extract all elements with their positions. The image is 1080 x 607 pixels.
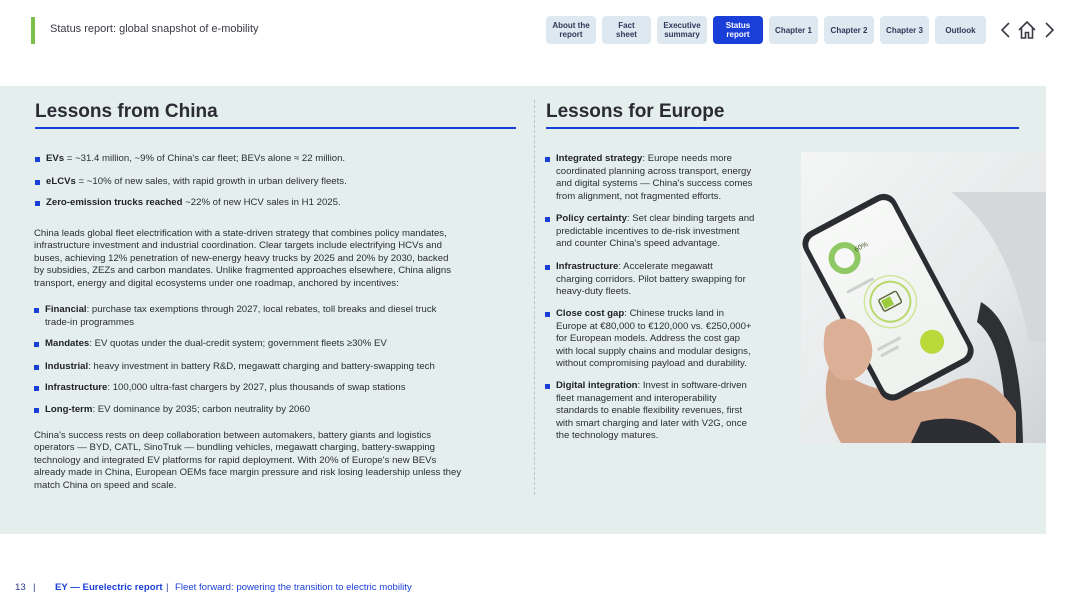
china-incentive-mandates: Mandates: EV quotas under the dual-credit system; government fleets ≥30% EV — [34, 338, 524, 351]
europe-item-digital-integration: Digital integration: Invest in software-driven fleet management and interoperability standards to enable flexibility revenues, first with smart charging and later with V2G, once the technology matures. — [545, 380, 790, 443]
china-stat-trucks: Zero-emission trucks reached ~22% of new HCV sales in H1 2025. — [35, 197, 515, 210]
europe-item-close-cost-gap: Close cost gap: Chinese trucks land in Europe at €80,000 to €120,000 vs. €250,000+ for European models. Address the cost gap with local supply chains and modular designs, without compromising payload and durability. — [545, 308, 790, 371]
nav-tab-chapter-2[interactable]: Chapter 2 — [824, 16, 874, 44]
footer-subtitle: Fleet forward: powering the transition to electric mobility — [175, 582, 412, 593]
footer-brand: EY — Eurelectric report — [55, 582, 163, 593]
china-incentive-financial: Financial: purchase tax exemptions through 2027, local rebates, toll breaks and diesel truck trade-in programmes — [34, 304, 524, 329]
top-bar — [0, 0, 1080, 60]
china-title-rule — [35, 127, 516, 129]
europe-section-title: Lessons for Europe — [546, 101, 725, 122]
footer-separator: | — [33, 582, 36, 593]
nav-tab-outlook[interactable]: Outlook — [935, 16, 986, 44]
nav-tab-chapter-1[interactable]: Chapter 1 — [769, 16, 818, 44]
footer-separator: | — [166, 582, 169, 593]
nav-tab-fact-sheet[interactable]: Fact sheet — [602, 16, 651, 44]
nav-tab-status-report[interactable]: Status report — [713, 16, 763, 44]
china-section-title: Lessons from China — [35, 101, 218, 122]
china-closing-paragraph: China's success rests on deep collaboration between automakers, battery giants and logistics operators — BYD, CATL, SinoTruk — bundling vehicles, megawatt charging, battery-swapping technology and integrated EV platforms for rapid deployment. With 20% of Europe's new BEVs already made in China, European OEMs face margin pressure and risk losing leadership unless they match China on speed and scale. — [34, 430, 462, 491]
europe-item-infrastructure: Infrastructure: Accelerate megawatt charging corridors. Pilot battery swapping for heavy-duty fleets. — [545, 261, 790, 299]
nav-tab-chapter-3[interactable]: Chapter 3 — [880, 16, 929, 44]
next-arrow-icon[interactable] — [1041, 20, 1057, 40]
europe-item-integrated-strategy: Integrated strategy: Europe needs more coordinated planning across transport, energy and digital systems — China's success comes from alignment, not fragmented efforts. — [545, 153, 790, 203]
china-stat-evs: EVs = ~31.4 million, ~9% of China's car fleet; BEVs alone ≈ 22 million. — [35, 153, 515, 166]
title-accent-bar — [31, 17, 35, 44]
smartphone-charging-photo — [801, 152, 1046, 443]
phone-battery-percent: 60% — [853, 241, 870, 254]
page-footer — [0, 576, 1080, 598]
nav-tab-executive-summary[interactable]: Executive summary — [657, 16, 707, 44]
china-incentive-long-term: Long-term: EV dominance by 2035; carbon neutrality by 2060 — [34, 404, 524, 417]
china-incentive-infrastructure: Infrastructure: 100,000 ultra-fast chargers by 2027, plus thousands of swap stations — [34, 382, 524, 395]
china-stat-elcvs: eLCVs = ~10% of new sales, with rapid growth in urban delivery fleets. — [35, 176, 515, 189]
europe-item-policy-certainty: Policy certainty: Set clear binding targets and predictable incentives to de-risk investment and counter China's speed advantage. — [545, 213, 790, 251]
europe-title-rule — [546, 127, 1019, 129]
previous-arrow-icon[interactable] — [998, 20, 1014, 40]
china-incentive-industrial: Industrial: heavy investment in battery R&D, megawatt charging and battery-swapping tech — [34, 361, 524, 374]
document-title: Status report: global snapshot of e-mobility — [50, 23, 259, 35]
china-intro-paragraph: China leads global fleet electrification with a state-driven strategy that combines policy mandates, infrastructure investment and industrial coordination. Clear targets include electrifying HCVs and buses, achieving 12% penetration of new-energy heavy trucks by 2025 and 20% by 2030, backed by subsidies, ZEZs and carbon mandates. Unlike fragmented approaches elsewhere, China aligns transport, energy and digital ecosystems under one roadmap, anchored by incentives: — [34, 228, 452, 289]
smartphone-illustration — [801, 152, 1046, 443]
nav-tab-about-the-report[interactable]: About the report — [546, 16, 596, 44]
page-number: 13 — [15, 582, 26, 593]
home-icon[interactable] — [1016, 19, 1038, 41]
column-divider — [534, 100, 535, 495]
